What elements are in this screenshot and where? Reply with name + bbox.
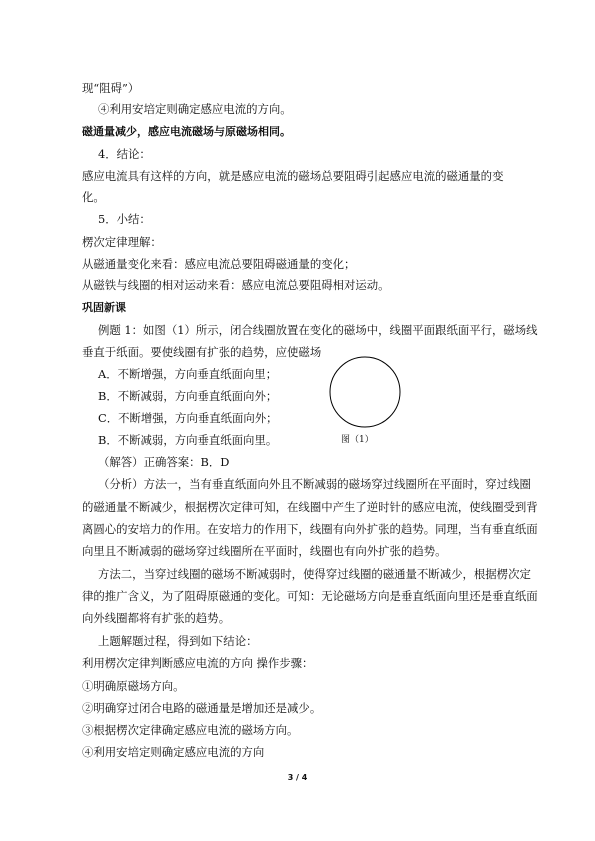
text-line: 利用楞次定律判断感应电流的方向 操作步骤： xyxy=(82,656,314,670)
text-line: 从磁通量变化来看：感应电流总要阻碍磁通量的变化； xyxy=(82,257,356,271)
text-line: 楞次定律理解： xyxy=(82,235,162,249)
text-line: 5．小结： xyxy=(98,212,151,226)
section-heading: 巩固新课 xyxy=(82,301,126,314)
text-line: ④利用安培定则确定感应电流的方向。 xyxy=(98,102,292,116)
text-line: 律的推广含义，为了阻碍原磁通的变化。可知：无论磁场方向是垂直纸面向里还是垂直纸面 xyxy=(82,589,538,603)
closed-coil-circle-icon xyxy=(318,355,413,430)
text-line: 化。 xyxy=(82,190,105,204)
text-line: ④利用安培定则确定感应电流的方向 xyxy=(82,745,265,759)
figure-caption: 图（1） xyxy=(341,435,374,445)
text-line: 感应电流具有这样的方向，就是感应电流的磁场总要阻碍引起感应电流的磁通量的变 xyxy=(82,169,504,183)
text-line: 上题解题过程，得到如下结论： xyxy=(98,634,258,648)
text-line: C．不断增强，方向垂直纸面向外； xyxy=(98,411,278,425)
text-line: 4．结论： xyxy=(98,147,151,161)
text-line: 现“阻碍”） xyxy=(82,81,140,95)
text-line: 磁通量减少，感应电流磁场与原磁场相同。 xyxy=(82,125,291,138)
text-line: 方法二，当穿过线圈的磁场不断减弱时，使得穿过线圈的磁通量不断减少，根据楞次定 xyxy=(98,567,531,581)
text-line: A．不断增强，方向垂直纸面向里； xyxy=(98,367,278,381)
page-number: 3 / 4 xyxy=(287,773,308,782)
text-line: 例题 1：如图（1）所示，闭合线圈放置在变化的磁场中，线圈平面跟纸面平行，磁场线 xyxy=(98,323,538,337)
text-line: （解答）正确答案：B．D xyxy=(98,455,230,469)
text-line: B．不断减弱，方向垂直纸面向外； xyxy=(98,389,278,403)
figure-coil xyxy=(318,355,413,430)
text-line: ①明确原磁场方向。 xyxy=(82,679,185,693)
text-line: ②明确穿过闭合电路的磁通量是增加还是减少。 xyxy=(82,701,322,715)
text-line: 从磁铁与线圈的相对运动来看：感应电流总要阻碍相对运动。 xyxy=(82,278,390,292)
text-line: B．不断减弱，方向垂直纸面向里。 xyxy=(98,433,278,447)
text-line: 垂直于纸面。要使线圈有扩张的趋势，应使磁场 xyxy=(82,345,322,359)
text-line: 的磁通量不断减少，根据楞次定律可知，在线圈中产生了逆时针的感应电流，使线圈受到背 xyxy=(82,500,538,514)
text-line: 向外线圈都将有扩张的趋势。 xyxy=(82,611,231,625)
text-line: 离圆心的安培力的作用。在安培力的作用下，线圈有向外扩张的趋势。同理，当有垂直纸面 xyxy=(82,522,538,536)
text-line: （分析）方法一，当有垂直纸面向外且不断减弱的磁场穿过线圈所在平面时，穿过线圈 xyxy=(98,477,531,491)
text-line: 向里且不断减弱的磁场穿过线圈所在平面时，线圈也有向外扩张的趋势。 xyxy=(82,544,447,558)
text-line: ③根据楞次定律确定感应电流的磁场方向。 xyxy=(82,723,299,737)
